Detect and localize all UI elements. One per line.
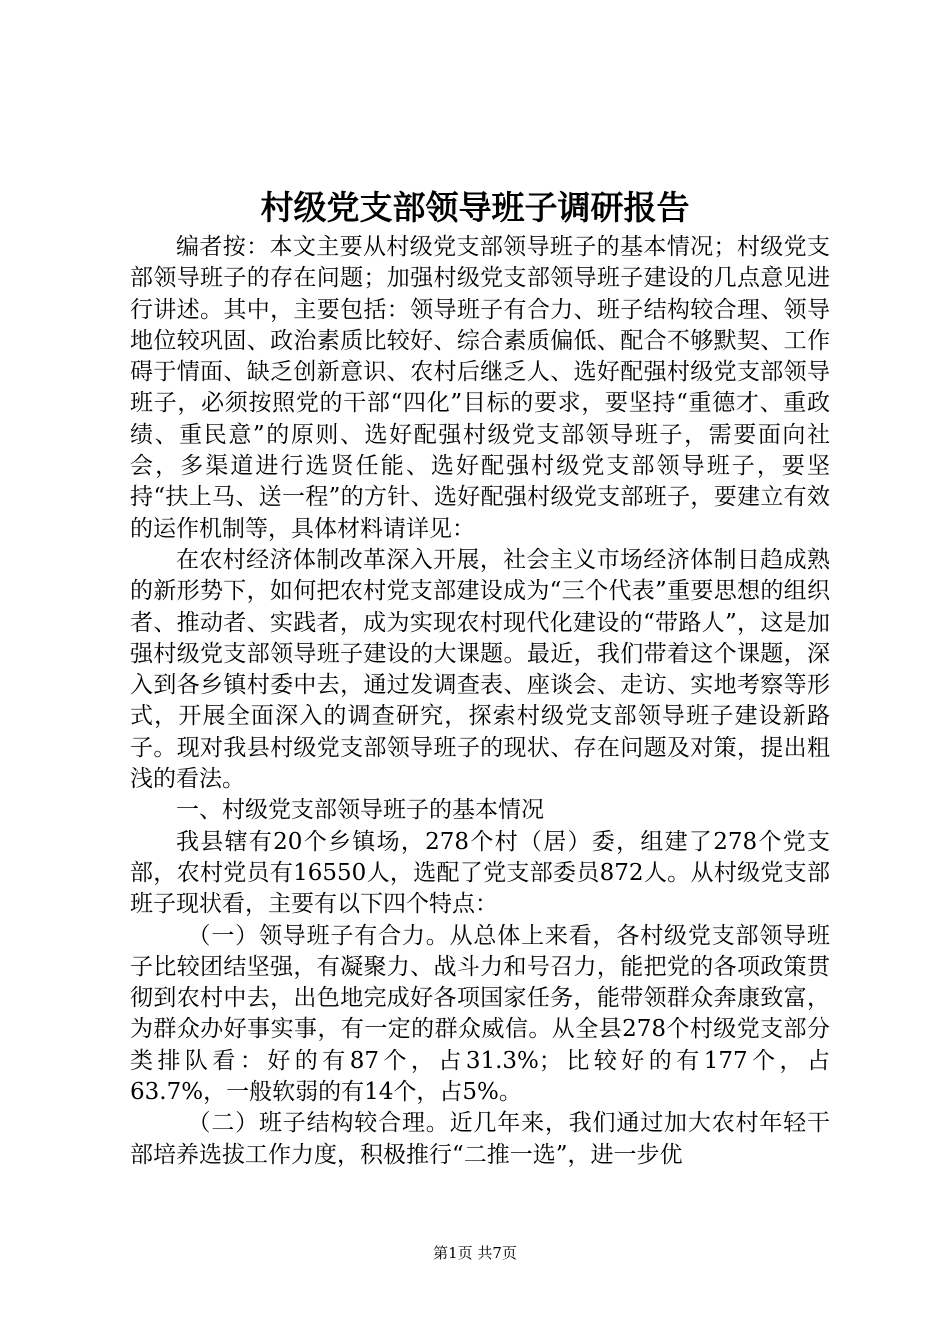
document-title: 村级党支部领导班子调研报告 [260, 188, 690, 227]
subsection-2-paragraph: （二）班子结构较合理。近几年来，我们通过加大农村年轻干部培养选拔工作力度，积极推行“二推一选”，进一步优 [130, 1110, 830, 1168]
statistics-paragraph: 我县辖有20个乡镇场，278个村（居）委，组建了278个党支部，农村党员有16550人，选配了党支部委员872人。从村级党支部班子现状看，主要有以下四个特点： [130, 828, 830, 918]
intro-paragraph: 在农村经济体制改革深入开展，社会主义市场经济体制日趋成熟的新形势下，如何把农村党支部建设成为“三个代表”重要思想的组织者、推动者、实践者，成为实现农村现代化建设的“带路人”，这是加强村级党支部领导班子建设的大课题。最近，我们带着这个课题，深入到各乡镇村委中去，通过发调查表、座谈会、走访、实地考察等形式，开展全面深入的调查研究，探索村级党支部领导班子建设新路子。现对我县村级党支部领导班子的现状、存在问题及对策，提出粗浅的看法。 [130, 546, 830, 793]
page-number-footer: 第1页 共7页 [433, 1244, 517, 1262]
editor-note-paragraph: 编者按：本文主要从村级党支部领导班子的基本情况；村级党支部领导班子的存在问题；加强村级党支部领导班子建设的几点意见进行讲述。其中，主要包括：领导班子有合力、班子结构较合理、领导地位较巩固、政治素质比较好、综合素质偏低、配合不够默契、工作碍于情面、缺乏创新意识、农村后继乏人、选好配强村级党支部领导班子，必须按照党的干部“四化”目标的要求，要坚持“重德才、重政绩、重民意”的原则、选好配强村级党支部领导班子，需要面向社会，多渠道进行选贤任能、选好配强村级党支部领导班子，要坚持“扶上马、送一程”的方针、选好配强村级党支部班子，要建立有效的运作机制等，具体材料请详见： [130, 234, 830, 542]
section-heading: 一、村级党支部领导班子的基本情况 [176, 797, 544, 824]
subsection-1-paragraph: （一）领导班子有合力。从总体上来看，各村级党支部领导班子比较团结坚强，有凝聚力、战斗力和号召力，能把党的各项政策贯彻到农村中去，出色地完成好各项国家任务，能带领群众奔康致富，为群众办好事实事，有一定的群众威信。从全县278个村级党支部分类排队看：好的有87个，占31.3%；比较好的有177个，占63.7%，一般软弱的有14个，占5%。 [130, 922, 830, 1106]
document-body [130, 232, 830, 1171]
